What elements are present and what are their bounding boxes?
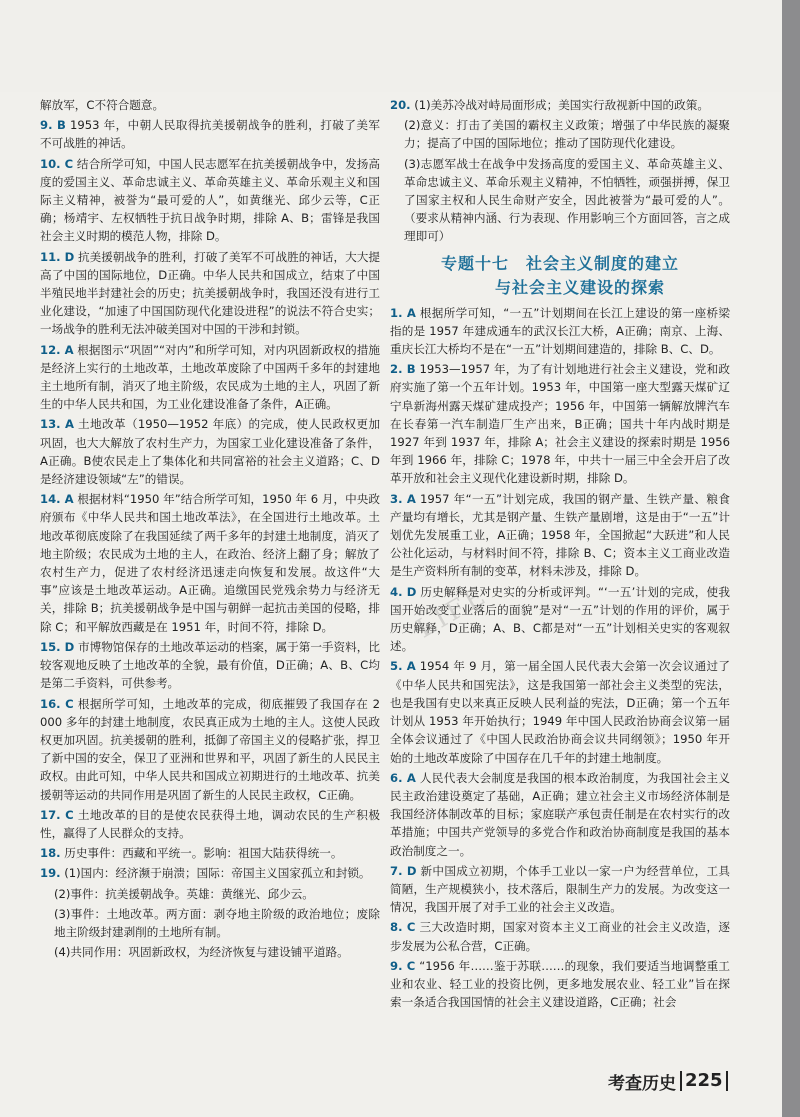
answer-text: 人民代表大会制度是我国的根本政治制度，为我国社会主义民主政治建设奠定了基础，A正确；建立社会主义市场经济体制是我国经济体制改革的目标；家庭联产承包责任制是在农村实行的改革措施；中国共产党领导的多党合作和政治协商制度是我国的基本政治制度之一。 [390,770,730,858]
answer-item [40,695,380,804]
answer-item [40,248,380,339]
answer-number: 12. A [40,342,74,357]
answer-text: 根据材料“1950 年”结合所学可知，1950 年 6 月，中央政府颁布《中华人民共和国土地改革法》，在全国进行土地改革。土地改革彻底废除了在我国延续了两千多年的封建土地制度，消灭了地主阶级；农民成为土地的主人，在政治、经济上翻了身；解放了农村生产力，促进了农村经济迅速走向恢复和发展。故这件“大事”应该是土地改革运动。A正确。追缴国民党残余势力与经济无关，排除 B；抗美援朝战争是中国与朝鲜一起抗击美国的侵略，排除 C；和平解放西藏是在 1951 年，时间不符，排除 D。 [40,492,380,634]
answer-item [40,638,380,693]
answer-number: 16. C [40,696,74,711]
answer-text: (4)共同作用：巩固新政权，为经济恢复与建设铺平道路。 [54,945,349,960]
answer-number: 7. D [390,863,417,878]
answer-number: 17. C [40,807,74,822]
answer-item [40,806,380,842]
answer-number: 1. A [390,305,416,320]
answer-number: 20. [390,98,411,112]
section-heading [390,252,730,300]
answer-item [390,657,730,766]
answer-number: 9. C [390,958,416,973]
answer-text: 市博物馆保存的土地改革运动的档案，属于第一手资料，比较客观地反映了土地改革的全貌，最有价值，D正确；A、B、C均是第二手资料，可供参考。 [40,639,381,691]
answer-text: 结合所学可知，中国人民志愿军在抗美援朝战争中，发扬高度的爱国主义、革命忠诚主义、革命英雄主义、革命乐观主义和国际主义精神，被誉为“最可爱的人”，如黄继光、邱少云等，C正确；杨靖宇、左权牺牲于抗日战争时期，排除 A、B；雷锋是我国社会主义时期的模范人物，排除 D。 [40,156,380,244]
answer-text: (2)事件：抗美援朝战争。英雄：黄继光、邱少云。 [54,886,314,901]
answer-text: (3)志愿军战士在战争中发扬高度的爱国主义、革命英雄主义、革命忠诚主义、革命乐观主义精神，不怕牺牲，顽强拼搏，保卫了国家主权和人民生命财产安全，因此被誉为“最可爱的人”。（要求从精神内涵、行为表现、作用影响三个方面回答，言之成理即可） [404,156,730,244]
answer-number: 14. A [40,492,74,507]
answer-text: 新中国成立初期，个体手工业以一家一户为经营单位，工具简陋，生产规模狭小，技术落后，限制生产力的发展。为改变这一情况，我国开展了对手工业的社会主义改造。 [390,863,730,915]
answer-text: 土地改革的目的是使农民获得土地，调动农民的生产积极性，赢得了人民群众的支持。 [40,807,380,840]
page-edge-shadow [782,0,800,1117]
answer-item [40,885,380,903]
answer-text: (3)事件：土地改革。两方面：剥夺地主阶级的政治地位；废除地主阶级封建剥削的土地所有制。 [54,906,380,939]
top-blank-area [0,0,782,92]
watermark: LIFE [411,580,493,645]
answer-number: 3. A [390,491,416,506]
answer-number: 19. [40,866,61,881]
section-heading-line2: 与社会主义建设的探索 [494,277,665,297]
answer-number: 10. C [40,156,74,171]
answer-item [390,360,730,487]
answer-text: 历史解释是对史实的分析或评判。“‘一五’计划的完成，使我国开始改变工业落后的面貌”是对“一五”计划的作用的评价，属于历史解释，D正确；A、B、C都是对“一五”计划相关史实的客观叙述。 [390,584,730,654]
answer-number: 8. C [390,920,416,935]
answer-number: 13. A [40,417,74,432]
answer-item [390,304,730,359]
answer-item [40,943,380,961]
answer-item [40,96,380,114]
answer-item [40,844,380,862]
answer-text: 土地改革（1950—1952 年底）的完成，使人民政权更加巩固，也大大解放了农村生产力，为国家工业化建设准备了条件，A正确。B使农民走上了集体化和共同富裕的社会主义道路；C、D是经济建设领域“左”的错误。 [40,417,380,487]
answer-item [40,415,380,488]
answer-number: 11. D [40,249,75,264]
answer-item [40,864,380,882]
answer-text: 根据所学可知，土地改革的完成，彻底摧毁了我国存在 2 000 多年的封建土地制度，农民真正成为土地的主人。这使人民政权更加巩固。抗美援朝的胜利，抵御了帝国主义的侵略扩张，捍卫了新中国的安全，保卫了亚洲和世界和平，巩固了新生的人民民主政权。由此可知，中华人民共和国成立初期进行的土地改革、抗美援朝等运动的共同作用是巩固了新生的人民民主政权，C正确。 [40,696,380,802]
answer-text: 1953—1957 年，为了有计划地进行社会主义建设，党和政府实施了第一个五年计划。1953 年，中国第一座大型露天煤矿辽宁阜新海州露天煤矿建成投产；1956 年，中国第一辆解放牌汽车在长春第一汽车制造厂生产出来，B正确；国共十年内战时期是 1927 年到 1937 年，排除 A；社会主义建设的探索时期是 1956 年到 1966 年，排除 C；1978 年，中共十一届三中全会开启了改革开放和社会主义现代化建设新时期，排除 D。 [390,362,730,486]
answer-text: (2)意义：打击了美国的霸权主义政策；增强了中华民族的凝聚力；提高了中国的国际地位；推动了国防现代化建设。 [404,118,730,151]
answer-item [40,490,380,636]
answer-text: 根据图示“巩固”“对内”和所学可知，对内巩固新政权的措施是经济上实行的土地改革，土地改革废除了中国两千多年的封建地主土地所有制，消灭了地主阶级，农民成为土地的主人，巩固了新生的中华人民共和国，为工业化建设准备了条件，A正确。 [40,342,380,412]
answer-number: 15. D [40,639,75,654]
answer-number: 4. D [390,584,417,599]
answer-item [390,957,730,1012]
section-heading-line1: 专题十七 社会主义制度的建立 [440,253,679,273]
answer-item [40,341,380,414]
answer-number: 2. B [390,362,416,377]
answer-item [390,96,730,114]
answer-number: 9. B [40,118,66,133]
page-number: 225 [680,1071,728,1091]
answer-number: 18. [40,846,61,861]
answer-text: 解放军，C不符合题意。 [40,98,165,112]
answer-text: 根据所学可知，“一五”计划期间在长江上建设的第一座桥梁指的是 1957 年建成通车的武汉长江大桥，A正确；南京、上海、重庆长江大桥均不是在“一五”计划期间建造的，排除 B、C、D。 [390,305,731,357]
left-column [40,96,380,963]
answer-item [40,905,380,941]
answer-number: 5. A [390,659,416,674]
answer-item [40,155,380,246]
answer-text: “1956 年……鉴于苏联……的现象，我们要适当地调整重工业和农业、轻工业的投资比例，更多地发展农业、轻工业”旨在探索一条适合我国国情的社会主义建设道路，C正确；社会 [390,958,730,1010]
answer-item [390,918,730,954]
answer-text: 1954 年 9 月，第一届全国人民代表大会第一次会议通过了《中华人民共和国宪法》，这是我国第一部社会主义类型的宪法，也是我国有史以来真正反映人民利益的宪法，D正确；第一个五年计划从 1953 年开始执行；1949 年中国人民政治协商会议第一届全体会议通过了《中国人民政治协商会议共同纲领》；1950 年开始的土地改革废除了中国存在几千年的封建土地制度。 [390,659,730,765]
answer-text: 1957 年“一五”计划完成，我国的钢产量、生铁产量、粮食产量均有增长，尤其是钢产量、生铁产量剧增，这是由于“一五”计划优先发展重工业，A正确；1958 年，全国掀起“大跃进”和人民公社化运动，与材料时间不符，排除 B、C；资本主义工商业改造是生产资料所有制的变革，材料未涉及，排除 D。 [390,491,730,579]
answer-text: (1)国内：经济濒于崩溃；国际：帝国主义国家孤立和封锁。 [64,866,371,881]
right-column-top [390,96,730,246]
answer-number: 6. A [390,770,416,785]
answer-text: 1953 年，中朝人民取得抗美援朝战争的胜利，打破了美军不可战胜的神话。 [40,118,380,151]
answer-item [40,116,380,152]
answer-item [390,862,730,917]
answer-text: 历史事件：西藏和平统一。影响：祖国大陆获得统一。 [64,846,343,861]
answer-item [390,155,730,246]
footer-label: 考查历史 [608,1073,676,1094]
answer-item [390,116,730,152]
answer-text: 三大改造时期，国家对资本主义工商业的社会主义改造，逐步发展为公私合营，C正确。 [390,920,730,953]
answer-item [390,769,730,860]
answer-text: (1)美苏冷战对峙局面形成；美国实行敌视新中国的政策。 [414,98,709,112]
answer-text: 抗美援朝战争的胜利，打破了美军不可战胜的神话，大大提高了中国的国际地位，D正确。中华人民共和国成立，结束了中国半殖民地半封建社会的历史；抗美援朝战争时，我国还没有进行工业化建设，“加速了中国国防现代化建设进程”的说法不符合史实；一场战争的胜利无法冲破美国对中国的干涉和封锁。 [40,249,381,337]
page-footer [608,1068,738,1094]
